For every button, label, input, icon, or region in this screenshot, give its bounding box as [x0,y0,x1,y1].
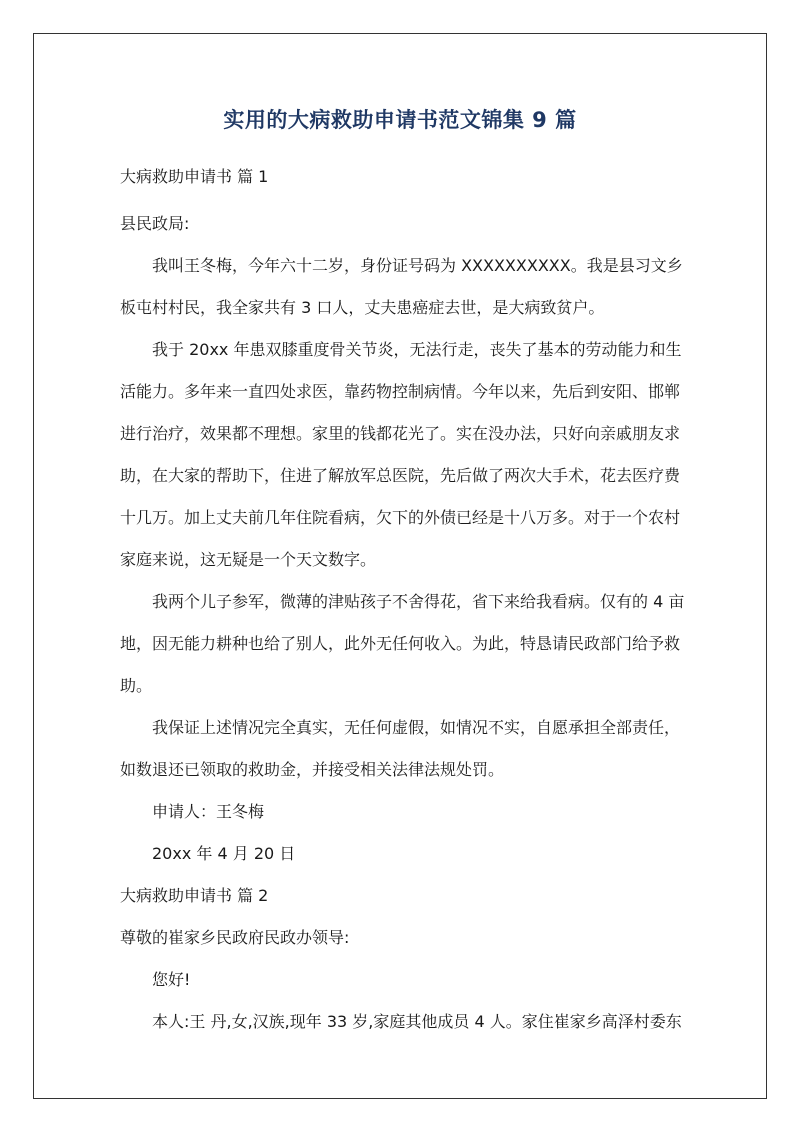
paragraph-line: 助。 [120,676,153,695]
paragraph-line: 活能力。多年来一直四处求医，靠药物控制病情。今年以来，先后到安阳、邯郸 [120,382,681,401]
paragraph-line: 我保证上述情况完全真实，无任何虚假，如情况不实，自愿承担全部责任， [152,718,681,737]
paragraph-line: 我于 20xx 年患双膝重度骨关节炎，无法行走，丧失了基本的劳动能力和生 [152,340,682,359]
paragraph-line: 助，在大家的帮助下，住进了解放军总医院，先后做了两次大手术，花去医疗费 [120,466,681,485]
application-date: 20xx 年 4 月 20 日 [152,844,296,863]
paragraph-line: 如数退还已领取的救助金，并接受相关法律法规处罚。 [120,760,505,779]
paragraph-line: 地，因无能力耕种也给了别人，此外无任何收入。为此，特恳请民政部门给予救 [120,634,681,653]
paragraph-line: 家庭来说，这无疑是一个天文数字。 [120,550,377,569]
paragraph-line: 板屯村村民，我全家共有 3 口人，丈夫患癌症去世，是大病致贫户。 [120,298,605,317]
paragraph-line: 进行治疗，效果都不理想。家里的钱都花光了。实在没办法，只好向亲戚朋友求 [120,424,681,443]
applicant-signature: 申请人：王冬梅 [152,802,265,821]
section-heading-1: 大病救助申请书 篇 1 [120,167,269,186]
document-title: 实用的大病救助申请书范文锦集 9 篇 [223,108,577,132]
salutation-2: 尊敬的崔家乡民政府民政办领导: [120,928,350,947]
section-heading-2: 大病救助申请书 篇 2 [120,886,269,905]
paragraph-line: 十几万。加上丈夫前几年住院看病，欠下的外债已经是十八万多。对于一个农村 [120,508,681,527]
salutation-1: 县民政局: [120,214,190,233]
paragraph-line: 本人:王 丹,女,汉族,现年 33 岁,家庭其他成员 4 人。家住崔家乡高泽村委东 [152,1012,682,1031]
paragraph-line: 我两个儿子参军，微薄的津贴孩子不舍得花，省下来给我看病。仅有的 4 亩 [152,592,685,611]
paragraph-line: 我叫王冬梅，今年六十二岁，身份证号码为 XXXXXXXXXX。我是县习文乡 [152,256,683,275]
greeting: 您好! [152,970,191,989]
